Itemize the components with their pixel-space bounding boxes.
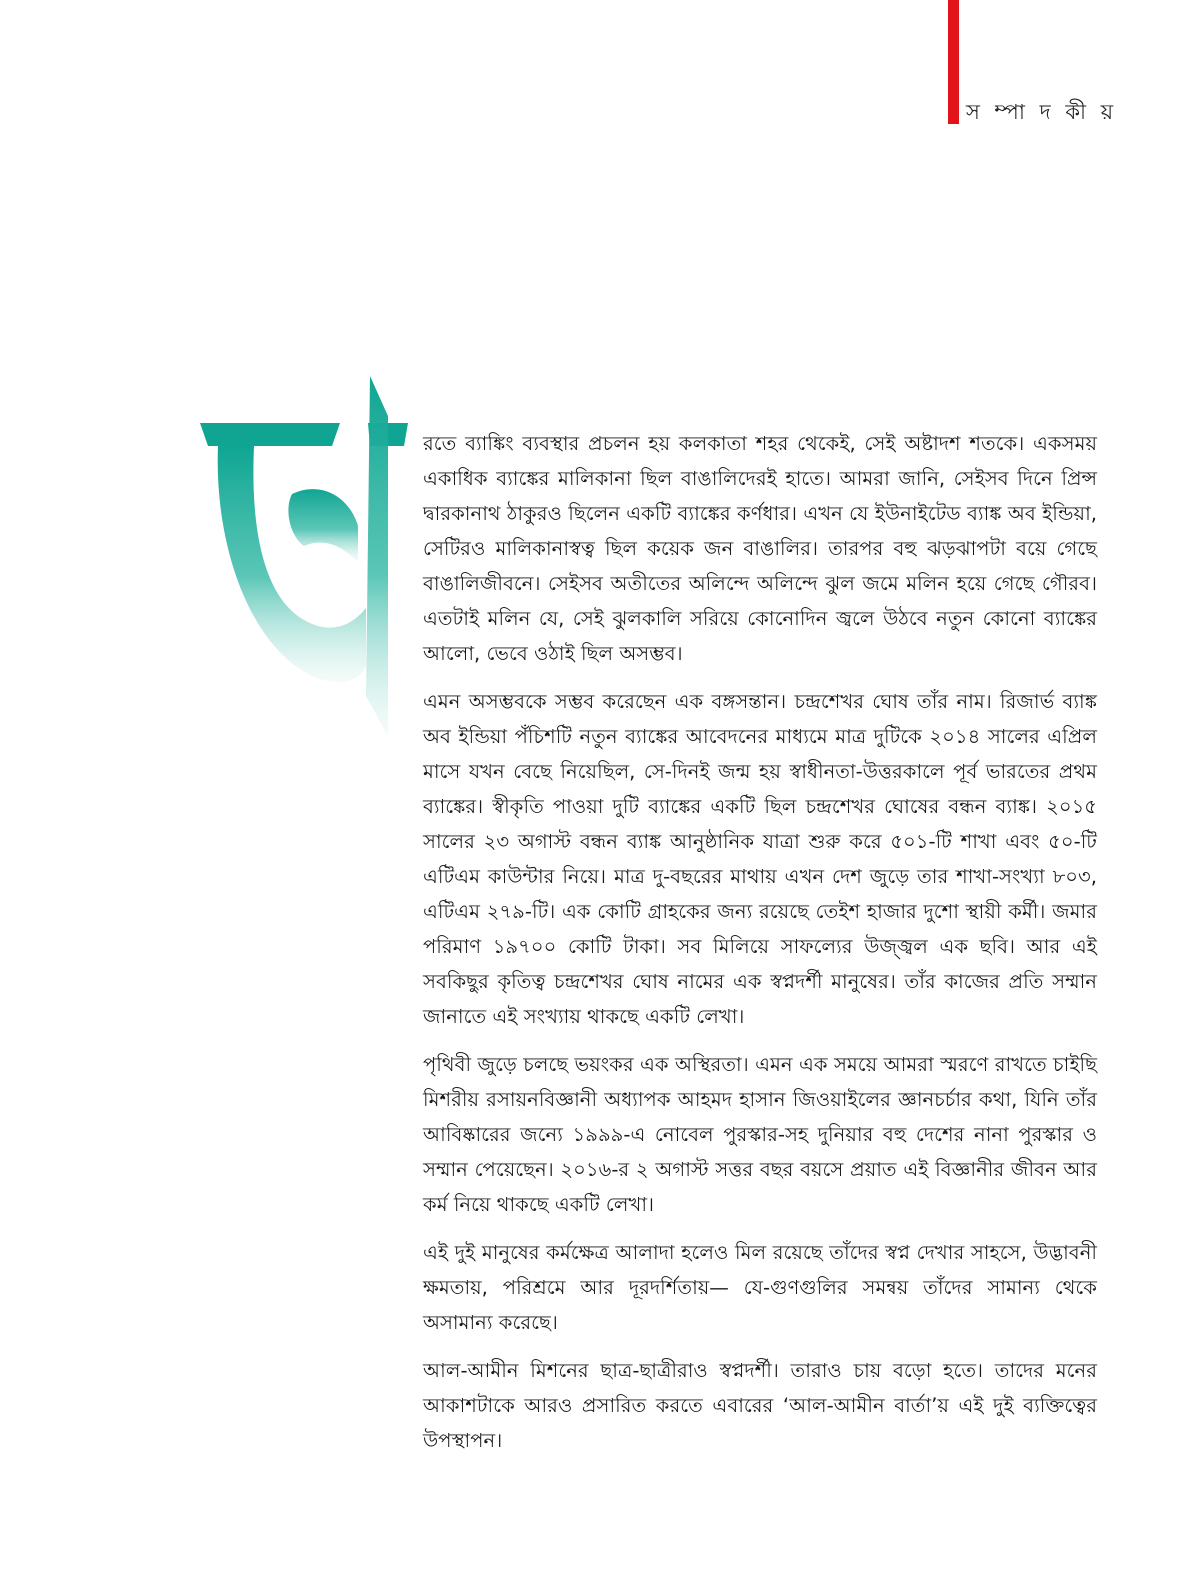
article-paragraph: পৃথিবী জুড়ে চলছে ভয়ংকর এক অস্থিরতা। এমন এক সময়ে আমরা স্মরণে রাখতে চাইছি মিশরীয় রসায়নবিজ্ঞানী অধ্যাপক আহমদ হাসান জিওয়াইলের জ্ঞানচর্চার কথা, যিনি তাঁর আবিষ্কারের জন্যে ১৯৯৯-এ নোবেল পুরস্কার-সহ দুনিয়ার বহু দেশের নানা পুরস্কার ও সম্মান পেয়েছেন। ২০১৬-র ২ অগাস্ট সত্তর বছর বয়সে প্রয়াত এই বিজ্ঞানীর জীবন আর কর্ম নিয়ে থাকছে একটি লেখা। bbox=[423, 1053, 1097, 1216]
dropcap-bha-icon bbox=[200, 376, 415, 736]
article-paragraph: এই দুই মানুষের কর্মক্ষেত্র আলাদা হলেও মিল রয়েছে তাঁদের স্বপ্ন দেখার সাহসে, উদ্ভাবনী ক্ষমতায়, পরিশ্রমে আর দূরদর্শিতায়— যে-গুণগুলির সমন্বয় তাঁদের সামান্য থেকে অসামান্য করেছে। bbox=[423, 1241, 1097, 1334]
dropcap-ornament bbox=[200, 376, 415, 736]
article-paragraph: রতে ব্যাঙ্কিং ব্যবস্থার প্রচলন হয় কলকাতা শহর থেকেই, সেই অষ্টাদশ শতকে। একসময় একাধিক ব্যাঙ্কের মালিকানা ছিল বাঙালিদেরই হাতে। আমরা জানি, সেইসব দিনে প্রিন্স দ্বারকানাথ ঠাকুরও ছিলেন একটি ব্যাঙ্কের কর্ণধার। এখন যে ইউনাইটেড ব্যাঙ্ক অব ইন্ডিয়া, সেটিরও মালিকানাস্বত্ব ছিল কয়েক জন বাঙালির। তারপর বহু ঝড়ঝাপটা বয়ে গেছে বাঙালিজীবনে। সেইসব অতীতের অলিন্দে অলিন্দে ঝুল জমে মলিন হয়ে গেছে গৌরব। এতটাই মলিন যে, সেই ঝুলকালি সরিয়ে কোনোদিন জ্বলে উঠবে নতুন কোনো ব্যাঙ্কের আলো, ভেবে ওঠাই ছিল অসম্ভব। bbox=[423, 432, 1098, 665]
editorial-article bbox=[423, 426, 1097, 1471]
article-paragraph: আল-আমীন মিশনের ছাত্র-ছাত্রীরাও স্বপ্নদর্শী। তারাও চায় বড়ো হতে। তাদের মনের আকাশটাকে আরও প্রসারিত করতে এবারের ‘আল-আমীন বার্তা’য় এই দুই ব্যক্তিত্বের উপস্থাপন। bbox=[423, 1359, 1097, 1452]
section-accent-bar bbox=[948, 0, 959, 124]
section-label: স ম্পা দ কী য় bbox=[966, 100, 1118, 124]
article-paragraph: এমন অসম্ভবকে সম্ভব করেছেন এক বঙ্গসন্তান। চন্দ্রশেখর ঘোষ তাঁর নাম। রিজার্ভ ব্যাঙ্ক অব ইন্ডিয়া পঁচিশটি নতুন ব্যাঙ্কের আবেদনের মাধ্যমে মাত্র দুটিকে ২০১৪ সালের এপ্রিল মাসে যখন বেছে নিয়েছিল, সে-দিনই জন্ম হয় স্বাধীনতা-উত্তরকালে পূর্ব ভারতের প্রথম ব্যাঙ্কের। স্বীকৃতি পাওয়া দুটি ব্যাঙ্কের একটি ছিল চন্দ্রশেখর ঘোষের বন্ধন ব্যাঙ্ক। ২০১৫ সালের ২৩ অগাস্ট বন্ধন ব্যাঙ্ক আনুষ্ঠানিক যাত্রা শুরু করে ৫০১-টি শাখা এবং ৫০-টি এটিএম কাউন্টার নিয়ে। মাত্র দু-বছরের মাথায় এখন দেশ জুড়ে তার শাখা-সংখ্যা ৮০৩, এটিএম ২৭৯-টি। এক কোটি গ্রাহকের জন্য রয়েছে তেইশ হাজার দুশো স্থায়ী কর্মী। জমার পরিমাণ ১৯৭০০ কোটি টাকা। সব মিলিয়ে সাফল্যের উজ্জ্বল এক ছবি। আর এই সবকিছুর কৃতিত্ব চন্দ্রশেখর ঘোষ নামের এক স্বপ্নদর্শী মানুষের। তাঁর কাজের প্রতি সম্মান জানাতে এই সংখ্যায় থাকছে একটি লেখা। bbox=[423, 690, 1098, 1028]
